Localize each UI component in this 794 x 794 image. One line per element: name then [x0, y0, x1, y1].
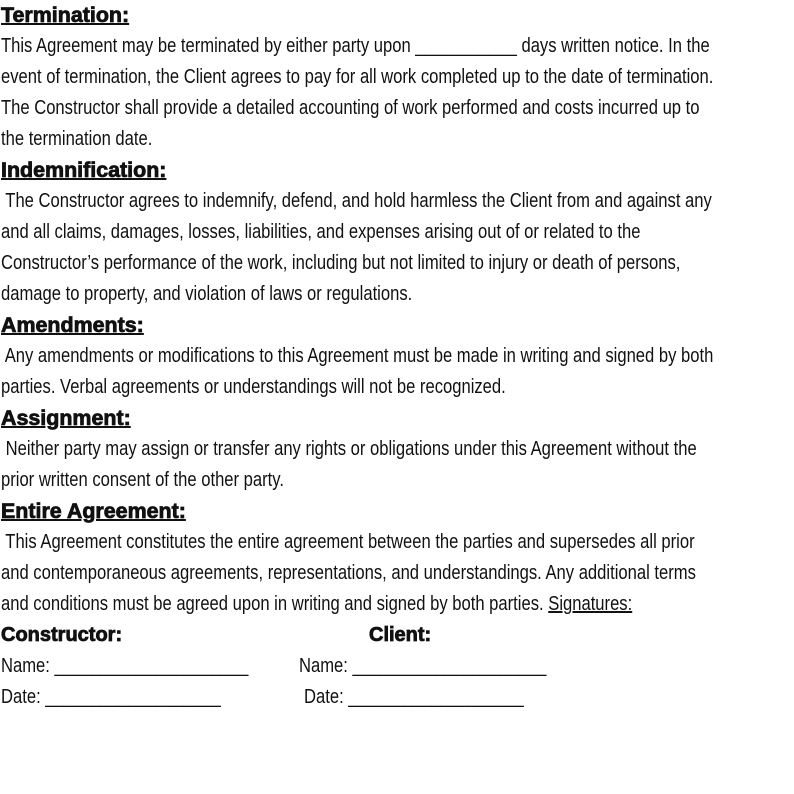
text-line: and contemporaneous agreements, representations, and understandings. Any additional terms — [1, 562, 696, 584]
section-heading-termination: Termination: — [1, 4, 130, 27]
signature-headings — [1, 620, 794, 651]
signature-name-row — [1, 651, 794, 682]
text-line-content: and conditions must be agreed upon in writing and signed by both parties. — [1, 593, 549, 615]
section-heading-indemnification: Indemnification: — [1, 159, 167, 182]
constructor-date-field[interactable]: Date: ___________________ — [1, 686, 221, 708]
contract-document — [1, 0, 794, 713]
text-line: Constructor’s performance of the work, including but not limited to injury or death of persons, — [1, 252, 681, 274]
text-line: the termination date. — [1, 128, 153, 150]
client-date-field[interactable]: Date: ___________________ — [304, 686, 524, 708]
section-heading-assignment: Assignment: — [1, 407, 131, 430]
signatures-label: Signatures: — [548, 593, 633, 615]
text-line: Neither party may assign or transfer any rights or obligations under this Agreement without the — [1, 438, 697, 460]
section-heading-amendments: Amendments: — [1, 314, 144, 337]
section-heading-entire-agreement: Entire Agreement: — [1, 500, 186, 523]
constructor-name-field[interactable]: Name: _____________________ — [1, 655, 249, 677]
client-name-field[interactable]: Name: _____________________ — [299, 655, 547, 677]
text-line: This Agreement may be terminated by either party upon ___________ days written notice. In the — [1, 35, 710, 57]
signature-date-row — [1, 682, 794, 713]
text-line: parties. Verbal agreements or understandings will not be recognized. — [1, 376, 506, 398]
text-line: The Constructor agrees to indemnify, defend, and hold harmless the Client from and against any — [1, 190, 712, 212]
client-heading: Client: — [369, 624, 432, 646]
text-line: The Constructor shall provide a detailed accounting of work performed and costs incurred up to — [1, 97, 700, 119]
text-line: damage to property, and violation of laws or regulations. — [1, 283, 413, 305]
text-line: and all claims, damages, losses, liabilities, and expenses arising out of or related to the — [1, 221, 641, 243]
text-line: event of termination, the Client agrees to pay for all work completed up to the date of termination. — [1, 66, 714, 88]
text-line: Any amendments or modifications to this Agreement must be made in writing and signed by both — [1, 345, 714, 367]
text-line: prior written consent of the other party. — [1, 469, 284, 491]
text-line: This Agreement constitutes the entire agreement between the parties and supersedes all prior — [1, 531, 695, 553]
constructor-heading: Constructor: — [1, 624, 123, 646]
text-line — [1, 589, 632, 620]
